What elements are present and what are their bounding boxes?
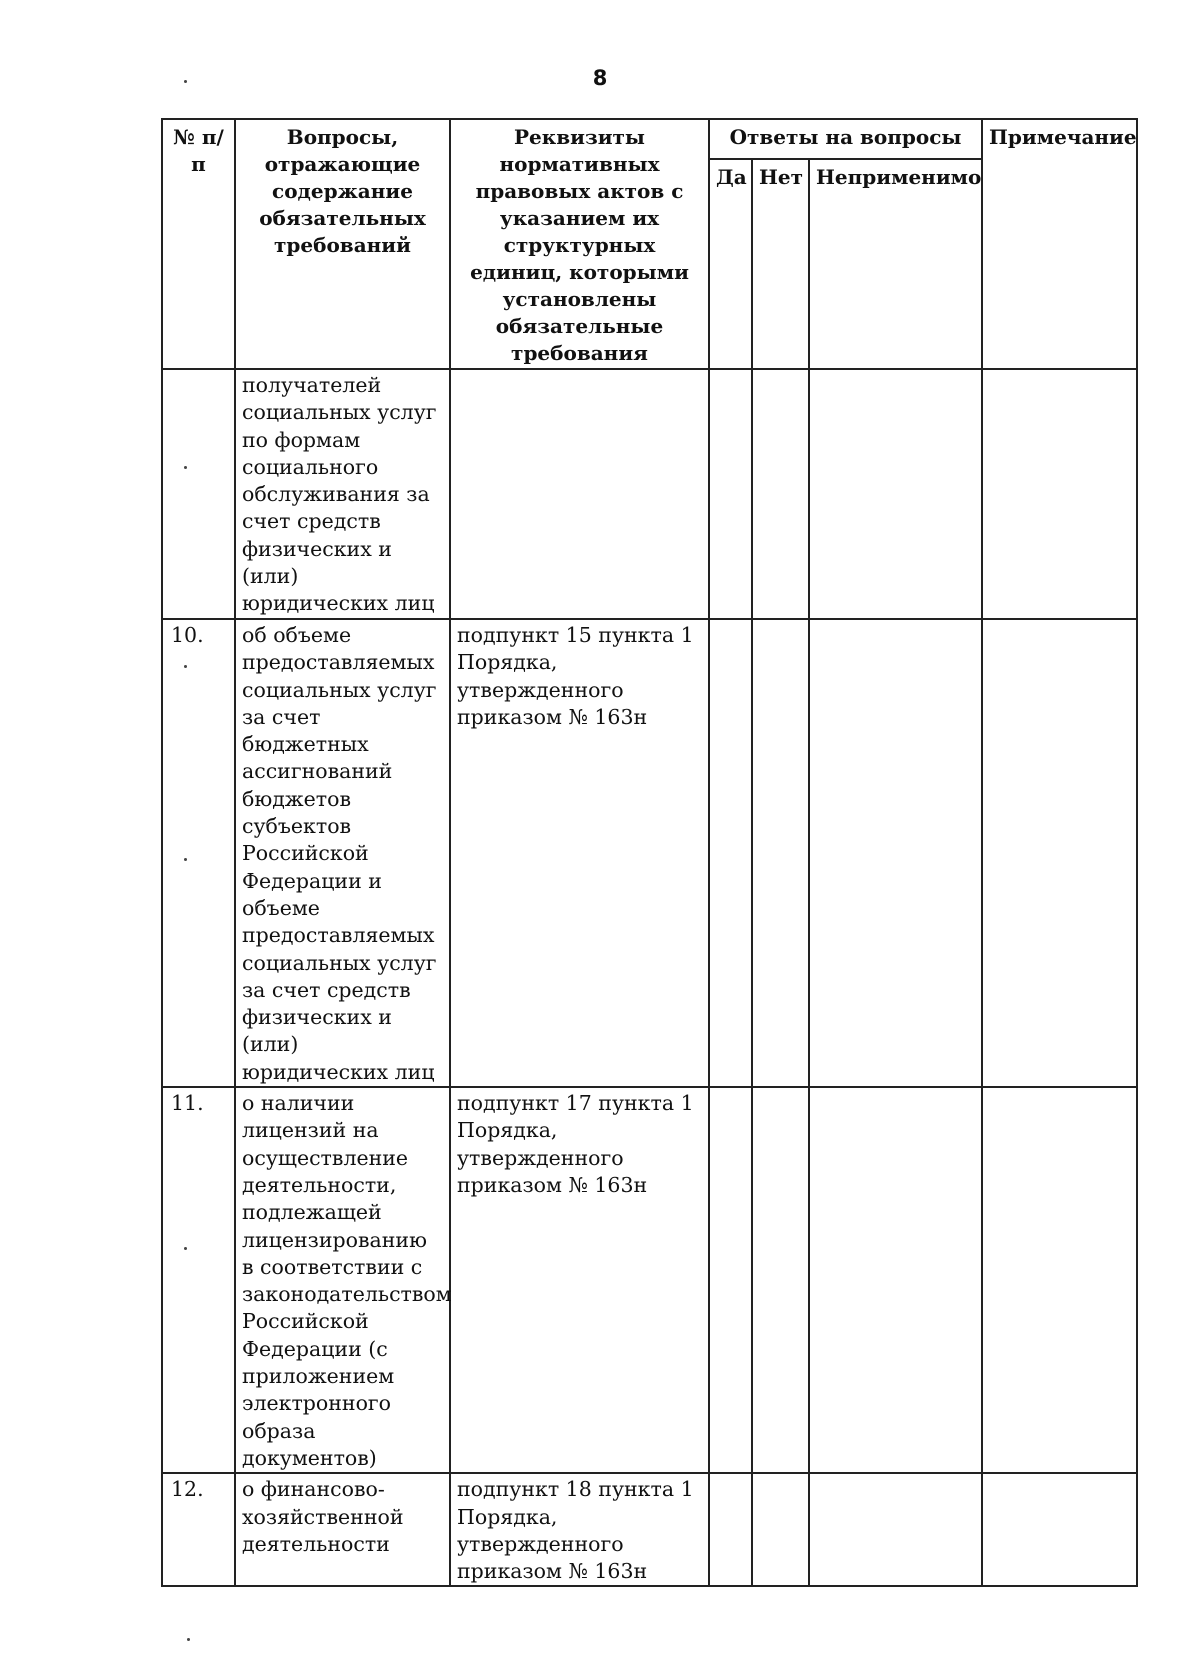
row-number: 10.: [162, 619, 235, 1087]
scan-speck: [184, 858, 187, 861]
scan-speck: [184, 1247, 187, 1250]
table-header: [162, 119, 1137, 369]
row-answer-no: [752, 1087, 809, 1473]
row-answer-no: [752, 1473, 809, 1586]
row-answer-na: [809, 1473, 982, 1586]
row-note: [982, 1087, 1137, 1473]
header-not-applicable: Неприменимо: [809, 159, 982, 369]
row-answer-yes: [709, 619, 752, 1087]
table-row: [162, 1087, 1137, 1473]
scan-speck: [184, 665, 187, 668]
header-requisites: Реквизиты нормативных правовых актов с указанием их структурных единиц, которыми установлены обязательные требования: [450, 119, 709, 369]
table-row: [162, 1473, 1137, 1586]
header-answers: Ответы на вопросы: [709, 119, 982, 159]
row-answer-yes: [709, 1087, 752, 1473]
row-number: [162, 369, 235, 619]
page-number: 8: [592, 66, 608, 90]
row-answer-na: [809, 369, 982, 619]
row-question: об объеме предоставляемых социальных услуг за счет бюджетных ассигнований бюджетов субъектов Российской Федерации и объеме предоставляемых социальных услуг за счет средств физических и (или) юридических лиц: [235, 619, 450, 1087]
row-answer-no: [752, 369, 809, 619]
row-answer-yes: [709, 369, 752, 619]
row-requisites: [450, 369, 709, 619]
row-answer-na: [809, 1087, 982, 1473]
row-number: 11.: [162, 1087, 235, 1473]
row-requisites: подпункт 17 пункта 1 Порядка, утвержденного приказом № 163н: [450, 1087, 709, 1473]
row-question: о наличии лицензий на осуществление деятельности, подлежащей лицензированию в соответствии с законодательством Российской Федерации (с приложением электронного образа документов): [235, 1087, 450, 1473]
table-row: [162, 369, 1137, 619]
row-note: [982, 619, 1137, 1087]
scan-speck: [184, 80, 187, 83]
row-number: 12.: [162, 1473, 235, 1586]
row-question: получателей социальных услуг по формам социального обслуживания за счет средств физических и (или) юридических лиц: [235, 369, 450, 619]
row-requisites: подпункт 15 пункта 1 Порядка, утвержденного приказом № 163н: [450, 619, 709, 1087]
scan-speck: [184, 466, 187, 469]
header-note: Примечание: [982, 119, 1137, 369]
row-requisites: подпункт 18 пункта 1 Порядка, утвержденного приказом № 163н: [450, 1473, 709, 1586]
row-question: о финансово-хозяйственной деятельности: [235, 1473, 450, 1586]
header-question: Вопросы, отражающие содержание обязательных требований: [235, 119, 450, 369]
row-answer-yes: [709, 1473, 752, 1586]
scan-speck: [187, 1638, 190, 1641]
header-num: № п/п: [162, 119, 235, 369]
checklist-table: [161, 118, 1138, 1587]
header-yes: Да: [709, 159, 752, 369]
row-answer-na: [809, 619, 982, 1087]
row-note: [982, 1473, 1137, 1586]
row-note: [982, 369, 1137, 619]
row-answer-no: [752, 619, 809, 1087]
table-row: [162, 619, 1137, 1087]
header-no: Нет: [752, 159, 809, 369]
